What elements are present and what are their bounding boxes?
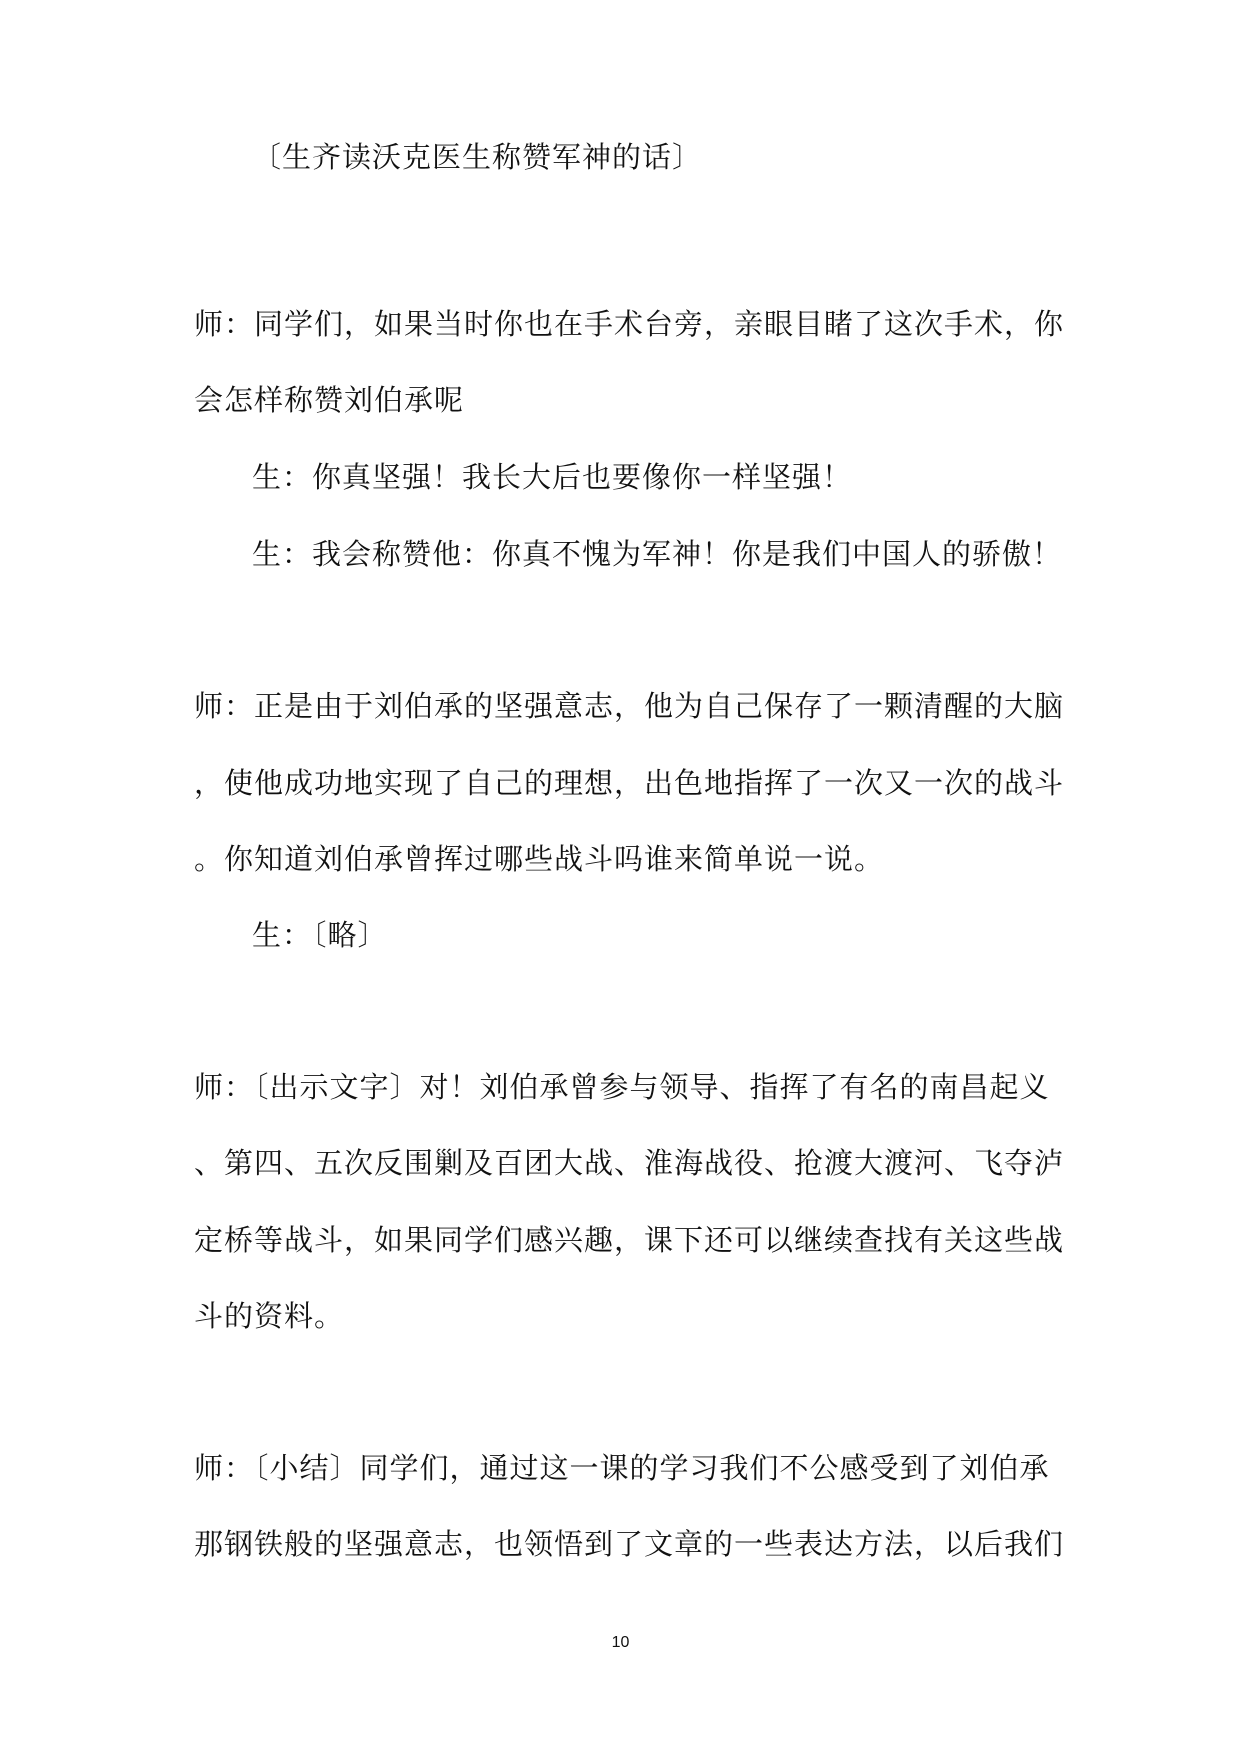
text-line: 那钢铁般的坚强意志，也领悟到了文章的一些表达方法，以后我们 xyxy=(194,1527,1065,1561)
text-line: 会怎样称赞刘伯承呢 xyxy=(194,383,465,417)
text-line: 。你知道刘伯承曾挥过哪些战斗吗谁来简单说一说。 xyxy=(194,842,885,876)
text-line: 定桥等战斗，如果同学们感兴趣，课下还可以继续查找有关这些战 xyxy=(194,1223,1065,1257)
text-line: 师：〔出示文字〕对！刘伯承曾参与领导、指挥了有名的南昌起义 xyxy=(194,1070,1050,1104)
page-number: 10 xyxy=(611,1634,630,1651)
text-line: 师：〔小结〕同学们，通过这一课的学习我们不公感受到了刘伯承 xyxy=(194,1451,1050,1485)
text-line: 〔生齐读沃克医生称赞军神的话〕 xyxy=(252,140,703,174)
text-line: 生：我会称赞他：你真不愧为军神！你是我们中国人的骄傲！ xyxy=(252,537,1063,571)
text-line: 生：你真坚强！我长大后也要像你一样坚强！ xyxy=(252,460,853,494)
text-line: 、第四、五次反围剿及百团大战、淮海战役、抢渡大渡河、飞夺泸 xyxy=(194,1146,1065,1180)
text-line: ，使他成功地实现了自己的理想，出色地指挥了一次又一次的战斗 xyxy=(194,766,1065,800)
text-line: 师：正是由于刘伯承的坚强意志，他为自己保存了一颗清醒的大脑 xyxy=(194,689,1065,723)
text-line: 生：〔略〕 xyxy=(252,918,388,952)
text-line: 师：同学们，如果当时你也在手术台旁，亲眼目睹了这次手术，你 xyxy=(194,307,1065,341)
text-line: 斗的资料。 xyxy=(194,1299,345,1333)
